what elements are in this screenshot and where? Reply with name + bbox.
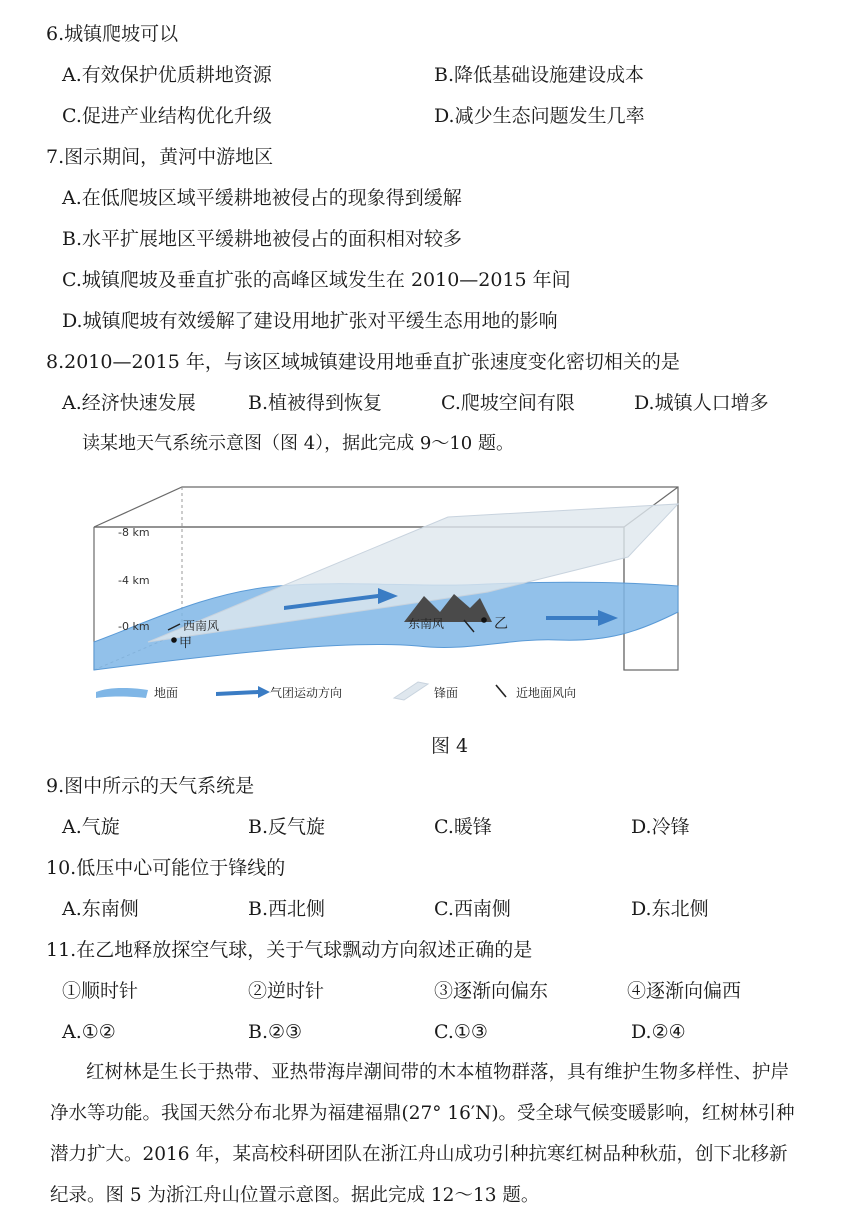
legend-front-swatch [394, 682, 428, 700]
legend-wind-icon [496, 685, 506, 697]
q9-option-d: D.冷锋 [631, 816, 690, 838]
legend-airmass-swatch [216, 686, 270, 698]
figure-4-caption: 图 4 [431, 735, 469, 757]
q6-option-d: D.减少生态问题发生几率 [434, 105, 645, 127]
q11-option-a: A.①② [62, 1021, 116, 1043]
q11-option-c: C.①③ [434, 1021, 488, 1043]
point-yi-marker [481, 617, 487, 623]
q7-stem: 7.图示期间，黄河中游地区 [46, 146, 274, 168]
q10-option-c: C.西南侧 [434, 898, 511, 920]
q10-stem: 10.低压中心可能位于锋线的 [46, 857, 286, 879]
q6-option-b: B.降低基础设施建设成本 [434, 64, 645, 86]
q11-statement-2: ②逆时针 [248, 980, 325, 1002]
q11-stem: 11.在乙地释放探空气球，关于气球飘动方向叙述正确的是 [46, 939, 533, 961]
altitude-4km-label: -4 km [118, 574, 150, 587]
q8-stem: 8.2010—2015 年，与该区域城镇建设用地垂直扩张速度变化密切相关的是 [46, 351, 680, 373]
legend-wind-label: 近地面风向 [516, 686, 577, 700]
q10-option-d: D.东北侧 [631, 898, 709, 920]
passage-line-4: 纪录。图 5 为浙江舟山位置示意图。据此完成 12～13 题。 [50, 1185, 540, 1206]
wind-yi-label: 东南风 [408, 617, 445, 631]
point-jia-label: 甲 [179, 636, 193, 651]
passage-line-2: 净水等功能。我国天然分布北界为福建福鼎(27° 16′N)。受全球气候变暖影响，红树林引种 [50, 1103, 795, 1124]
q6-stem: 6.城镇爬坡可以 [46, 23, 179, 45]
q7-option-c: C.城镇爬坡及垂直扩张的高峰区域发生在 2010—2015 年间 [62, 269, 571, 291]
q7-option-d: D.城镇爬坡有效缓解了建设用地扩张对平缓生态用地的影响 [62, 310, 558, 332]
q8-option-d: D.城镇人口增多 [634, 392, 769, 414]
q11-statement-3: ③逐渐向偏东 [434, 980, 549, 1002]
wind-jia-label: 西南风 [183, 619, 220, 633]
legend-front-label: 锋面 [434, 686, 459, 700]
point-jia-marker [171, 637, 177, 643]
legend-ground-swatch [96, 688, 148, 698]
q9-option-b: B.反气旋 [248, 816, 326, 838]
q8-option-b: B.植被得到恢复 [248, 392, 383, 414]
q6-option-c: C.促进产业结构优化升级 [62, 105, 272, 127]
q9-option-c: C.暖锋 [434, 816, 492, 838]
point-yi-label: 乙 [494, 616, 508, 632]
intro-9-10: 读某地天气系统示意图（图 4），据此完成 9～10 题。 [82, 433, 514, 454]
q6-option-a: A.有效保护优质耕地资源 [62, 64, 272, 86]
q9-option-a: A.气旋 [62, 816, 120, 838]
q11-option-b: B.②③ [248, 1021, 303, 1043]
altitude-8km-label: -8 km [118, 526, 150, 539]
front-top-gap [468, 490, 628, 504]
q7-option-a: A.在低爬坡区域平缓耕地被侵占的现象得到缓解 [62, 187, 462, 209]
passage-line-3: 潜力扩大。2016 年，某高校科研团队在浙江舟山成功引种抗寒红树品种秋茄，创下北移新 [50, 1144, 788, 1165]
q11-option-d: D.②④ [631, 1021, 686, 1043]
legend-airmass-label: 气团运动方向 [270, 686, 343, 700]
q11-statement-1: ①顺时针 [62, 980, 139, 1002]
q9-stem: 9.图中所示的天气系统是 [46, 775, 255, 797]
q10-option-b: B.西北侧 [248, 898, 326, 920]
legend-ground-label: 地面 [154, 686, 179, 700]
q7-option-b: B.水平扩展地区平缓耕地被侵占的面积相对较多 [62, 228, 463, 250]
q8-option-a: A.经济快速发展 [62, 392, 196, 414]
q8-option-c: C.爬坡空间有限 [441, 392, 575, 414]
q10-option-a: A.东南侧 [62, 898, 139, 920]
figure-4-weather-system-diagram [88, 482, 688, 712]
altitude-0km-label: -0 km [118, 620, 150, 633]
q11-statement-4: ④逐渐向偏西 [627, 980, 742, 1002]
passage-line-1: 红树林是生长于热带、亚热带海岸潮间带的木本植物群落，具有维护生物多样性、护岸 [86, 1062, 790, 1083]
